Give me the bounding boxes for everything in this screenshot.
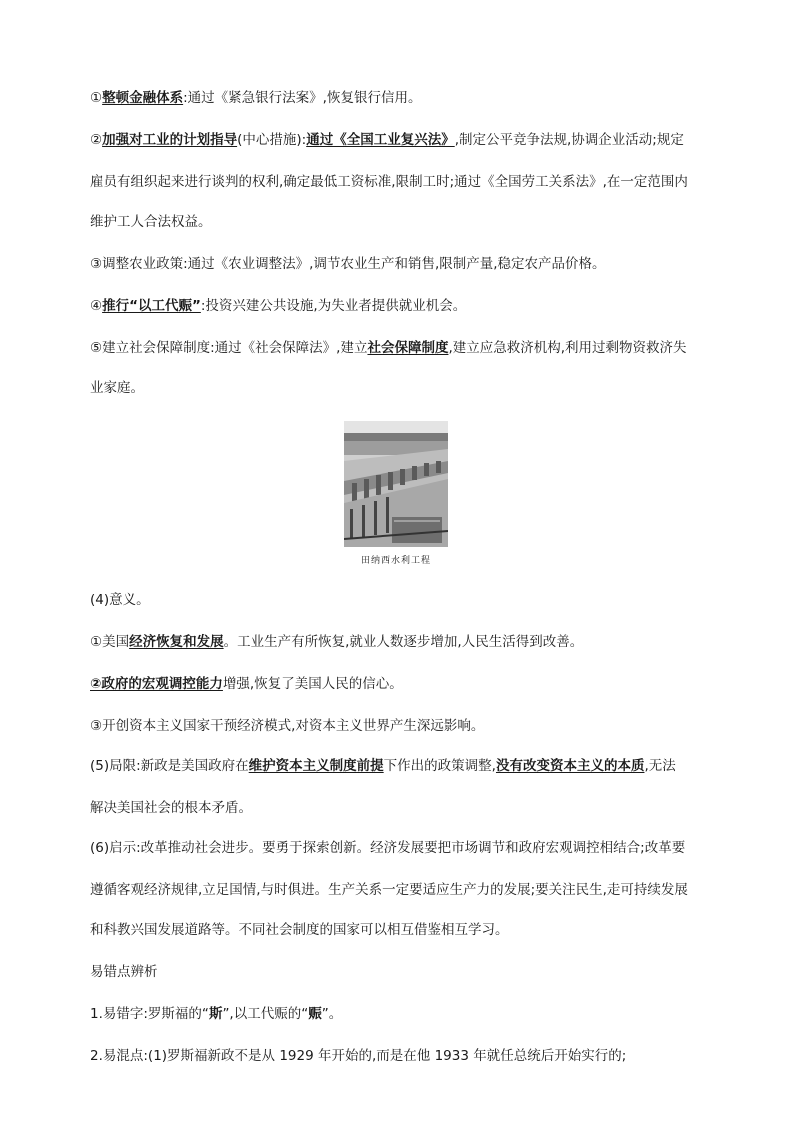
measure-1: ①整顿金融体系:通过《紧急银行法案》,恢复银行信用。: [90, 90, 422, 106]
significance-3: ③开创资本主义国家干预经济模式,对资本主义世界产生深远影响。: [90, 718, 485, 734]
emphasis: 加强对工业的计划指导: [102, 132, 238, 148]
emphasis: 没有改变资本主义的本质: [495, 758, 645, 774]
emphasis: 社会保障制度: [367, 340, 449, 356]
limitations: (5)局限:新政是美国政府在维护资本主义制度前提下作出的政策调整,没有改变资本主义的本质,无法: [90, 758, 676, 774]
inspiration-cont: 遵循客观经济规律,立足国情,与时俱进。生产关系一定要适应生产力的发展;要关注民生,走可持续发展: [90, 882, 688, 898]
measure-4: ④推行“以工代赈”:投资兴建公共设施,为失业者提供就业机会。: [90, 298, 467, 314]
measure-5-cont: 业家庭。: [90, 380, 144, 396]
error-item-1: 1.易错字:罗斯福的“斯”,以工代赈的“赈”。: [90, 1006, 343, 1022]
inspiration: (6)启示:改革推动社会进步。要勇于探索创新。经济发展要把市场调节和政府宏观调控相结合;改革要: [90, 840, 686, 856]
error-item-2: 2.易混点:(1)罗斯福新政不是从 1929 年开始的,而是在他 1933 年就任总统后开始实行的;: [90, 1048, 627, 1064]
section-heading: (4)意义。: [90, 592, 150, 608]
significance-2: ②政府的宏观调控能力增强,恢复了美国人民的信心。: [90, 676, 403, 692]
errors-title: 易错点辨析: [90, 964, 158, 980]
figure-caption: 田纳西水利工程: [360, 556, 431, 566]
emphasis: 经济恢复和发展: [129, 634, 224, 650]
emphasis: 通过《全国工业复兴法》: [306, 132, 455, 148]
emphasis: ②政府的宏观调控能力: [90, 676, 223, 692]
emphasis: 维护资本主义制度前提: [248, 758, 384, 774]
measure-2: ②加强对工业的计划指导(中心措施):通过《全国工业复兴法》,制定公平竞争法规,协调企业活动;规定: [90, 132, 684, 148]
inspiration-cont: 和科教兴国发展道路等。不同社会制度的国家可以相互借鉴相互学习。: [90, 922, 509, 938]
dam-figure: [344, 421, 448, 566]
emphasis: 推行“以工代赈”: [102, 298, 201, 314]
limitations-cont: 解决美国社会的根本矛盾。: [90, 800, 252, 816]
measure-3: ③调整农业政策:通过《农业调整法》,调节农业生产和销售,限制产量,稳定农产品价格。: [90, 256, 606, 272]
emphasis: 整顿金融体系: [102, 90, 184, 106]
significance-1: ①美国经济恢复和发展。工业生产有所恢复,就业人数逐步增加,人民生活得到改善。: [90, 634, 584, 650]
measure-2-cont: 雇员有组织起来进行谈判的权利,确定最低工资标准,限制工时;通过《全国劳工关系法》,在一定范围内: [90, 174, 688, 190]
measure-5: ⑤建立社会保障制度:通过《社会保障法》,建立社会保障制度,建立应急救济机构,利用过剩物资救济失: [90, 340, 687, 356]
dam-photo-icon: [344, 421, 448, 547]
measure-2-cont: 维护工人合法权益。: [90, 214, 212, 230]
